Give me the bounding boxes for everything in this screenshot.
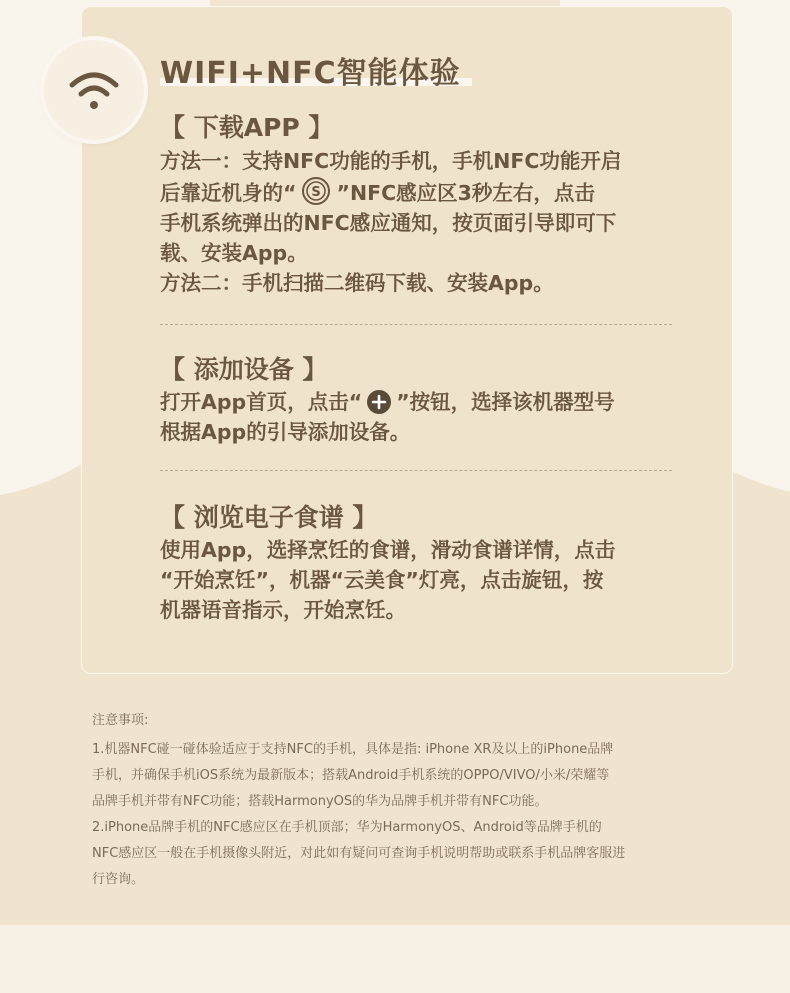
method1-line-3: 手机系统弹出的NFC感应通知，按页面引导即可下	[160, 211, 617, 235]
add-device-line-2: 根据App的引导添加设备。	[160, 420, 411, 444]
divider-1	[160, 324, 672, 325]
plus-circle-icon	[365, 389, 393, 415]
add-device-line-1-after: ”按钮，选择该机器型号	[396, 390, 615, 414]
recipes-text	[160, 535, 705, 625]
notes-item-2-line-1: 2.iPhone品牌手机的NFC感应区在手机顶部；华为HarmonyOS、Android等品牌手机的	[92, 820, 602, 835]
method1-line-4: 载、安装App。	[160, 241, 308, 265]
notes-item-2-line-3: 行咨询。	[92, 872, 145, 887]
add-device-line-1	[160, 387, 705, 417]
wifi-badge	[44, 40, 144, 140]
section-title-add-device: 【 添加设备 】	[160, 355, 328, 384]
svg-text:S: S	[311, 185, 322, 200]
divider-2	[160, 470, 672, 471]
nfc-zone-icon	[299, 176, 333, 206]
recipes-line-3: 机器语音指示，开始烹饪。	[160, 598, 406, 622]
add-device-text	[160, 387, 705, 447]
add-device-line-1-before: 打开App首页，点击“	[160, 390, 363, 414]
notes-item-2-line-2: NFC感应区一般在手机摄像头附近，对此如有疑问可查询手机说明帮助或联系手机品牌客服进	[92, 846, 626, 861]
download-method1	[160, 146, 705, 298]
wifi-icon	[67, 68, 121, 112]
section-title-download: 【 下载APP 】	[160, 113, 334, 142]
notes-item-1-line-3: 品牌手机并带有NFC功能；搭载HarmonyOS的华为品牌手机并带有NFC功能。	[92, 794, 548, 809]
download-method2: 方法二：手机扫描二维码下载、安装App。	[160, 271, 554, 295]
recipes-line-2: “开始烹饪”，机器“云美食”灯亮，点击旋钮，按	[160, 568, 604, 592]
recipes-line-1: 使用App，选择烹饪的食谱，滑动食谱详情，点击	[160, 538, 616, 562]
notes-title: 注意事项:	[92, 713, 149, 728]
method1-line-2-after: ”NFC感应区3秒左右，点击	[336, 181, 595, 205]
method1-line-2	[160, 176, 705, 208]
notes-item-1-line-2: 手机，并确保手机iOS系统为最新版本；搭载Android手机系统的OPPO/VIVO/小米/荣耀等	[92, 768, 610, 783]
notes-item-2	[92, 815, 732, 893]
method1-line-2-before: 后靠近机身的“	[160, 181, 297, 205]
notes-item-1-line-1: 1.机器NFC碰一碰体验适应于支持NFC的手机，具体是指: iPhone XR及以上的iPhone品牌	[92, 742, 614, 757]
method1-line-1: 方法一：支持NFC功能的手机，手机NFC功能开启	[160, 149, 622, 173]
section-title-recipes: 【 浏览电子食谱 】	[160, 503, 378, 532]
notes-item-1	[92, 737, 732, 815]
background-bottom	[0, 925, 790, 993]
page-title: WIFI+NFC智能体验	[160, 56, 461, 91]
